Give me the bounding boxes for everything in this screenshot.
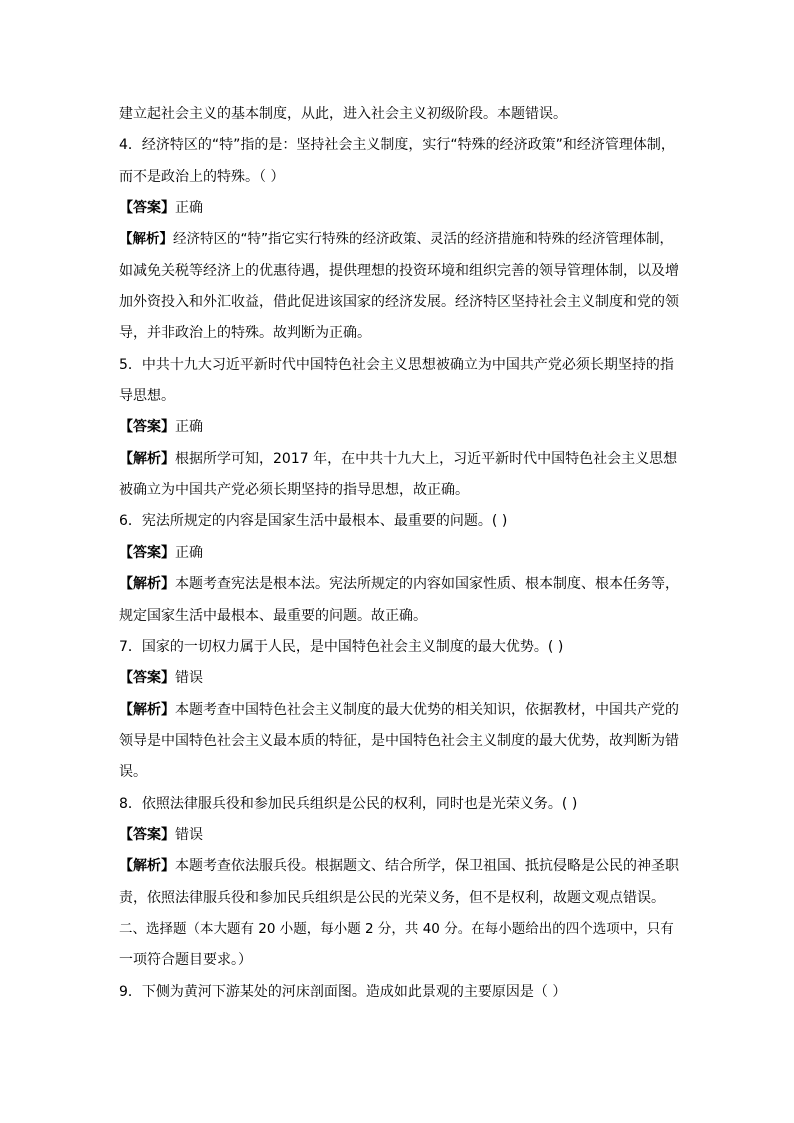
text-line: 而不是政治上的特殊。（ ） (119, 168, 285, 185)
label-tag: 【答案】 (119, 419, 175, 436)
text-line: 7．国家的一切权力属于人民，是中国特色社会主义制度的最大优势。( ) (119, 638, 564, 655)
line-text: 本题考查依法服兵役。根据题文、结合所学，保卫祖国、抵抗侵略是公民的神圣职 (175, 858, 679, 875)
label-tag: 【解析】 (119, 231, 173, 248)
line-text: 错误 (175, 670, 203, 687)
text-line (119, 412, 679, 443)
text-line: 如减免关税等经济上的优惠待遇，提供理想的投资环境和组织完善的领导管理体制，以及增 (119, 262, 679, 279)
text-line: 导思想。 (119, 388, 175, 405)
label-tag: 【解析】 (119, 701, 175, 718)
text-line (119, 851, 679, 882)
label-tag: 【解析】 (119, 858, 175, 875)
text-line: 规定国家生活中最根本、最重要的问题。故正确。 (119, 607, 427, 624)
text-line: 责，依照法律服兵役和参加民兵组织是公民的光荣义务，但不是权利，故题文观点错误。 (119, 889, 665, 906)
line-text: 本题考查宪法是根本法。宪法所规定的内容如国家性质、根本制度、根本任务等， (175, 576, 679, 593)
text-line: 建立起社会主义的基本制度，从此，进入社会主义初级阶段。本题错误。 (119, 106, 567, 122)
line-text: 正确 (175, 200, 203, 217)
label-tag: 【答案】 (119, 826, 175, 843)
text-line (119, 444, 679, 475)
label-tag: 【解析】 (119, 450, 175, 467)
text-line: 9．下侧为黄河下游某处的河床剖面图。造成如此景观的主要原因是（ ） (119, 983, 567, 1000)
label-tag: 【答案】 (119, 670, 175, 687)
text-line (119, 193, 679, 224)
document-body (119, 99, 679, 1008)
label-tag: 【解析】 (119, 576, 175, 593)
line-text: 本题考查中国特色社会主义制度的最大优势的相关知识，依据教材，中国共产党的 (175, 701, 679, 718)
line-text: 错误 (175, 826, 203, 843)
text-line: 导，并非政治上的特殊。故判断为正确。 (119, 325, 371, 342)
label-tag: 【答案】 (119, 544, 175, 561)
text-line: 被确立为中国共产党必须长期坚持的指导思想，故正确。 (119, 482, 469, 499)
text-line: 5．中共十九大习近平新时代中国特色社会主义思想被确立为中国共产党必须长期坚持的指 (119, 356, 674, 373)
text-line: 二、选择题（本大题有 20 小题，每小题 2 分，共 40 分。在每小题给出的四个选项中，只有 (119, 920, 674, 937)
line-text: 经济特区的“特”指它实行特殊的经济政策、灵活的经济措施和特殊的经济管理体制， (173, 231, 673, 248)
text-line: 8．依照法律服兵役和参加民兵组织是公民的权利，同时也是光荣义务。( ) (119, 795, 578, 812)
line-text: 根据所学可知，2017 年，在中共十九大上，习近平新时代中国特色社会主义思想 (175, 450, 678, 467)
text-line: 领导是中国特色社会主义最本质的特征，是中国特色社会主义制度的最大优势，故判断为错 (119, 732, 679, 749)
text-line: 6．宪法所规定的内容是国家生活中最根本、最重要的问题。( ) (119, 513, 508, 530)
label-tag: 【答案】 (119, 200, 175, 217)
text-line: 4．经济特区的“特”指的是：坚持社会主义制度，实行“特殊的经济政策”和经济管理体制， (119, 137, 675, 154)
text-line (119, 538, 679, 569)
text-line: 误。 (119, 764, 147, 781)
text-line (119, 224, 679, 255)
text-line (119, 695, 679, 726)
line-text: 正确 (175, 419, 203, 436)
text-line: 一项符合题目要求。） (119, 952, 252, 969)
text-line (119, 820, 679, 851)
text-line: 加外资投入和外汇收益，借此促进该国家的经济发展。经济特区坚持社会主义制度和党的领 (119, 294, 679, 311)
text-line (119, 569, 679, 600)
text-line (119, 663, 679, 694)
line-text: 正确 (175, 544, 203, 561)
